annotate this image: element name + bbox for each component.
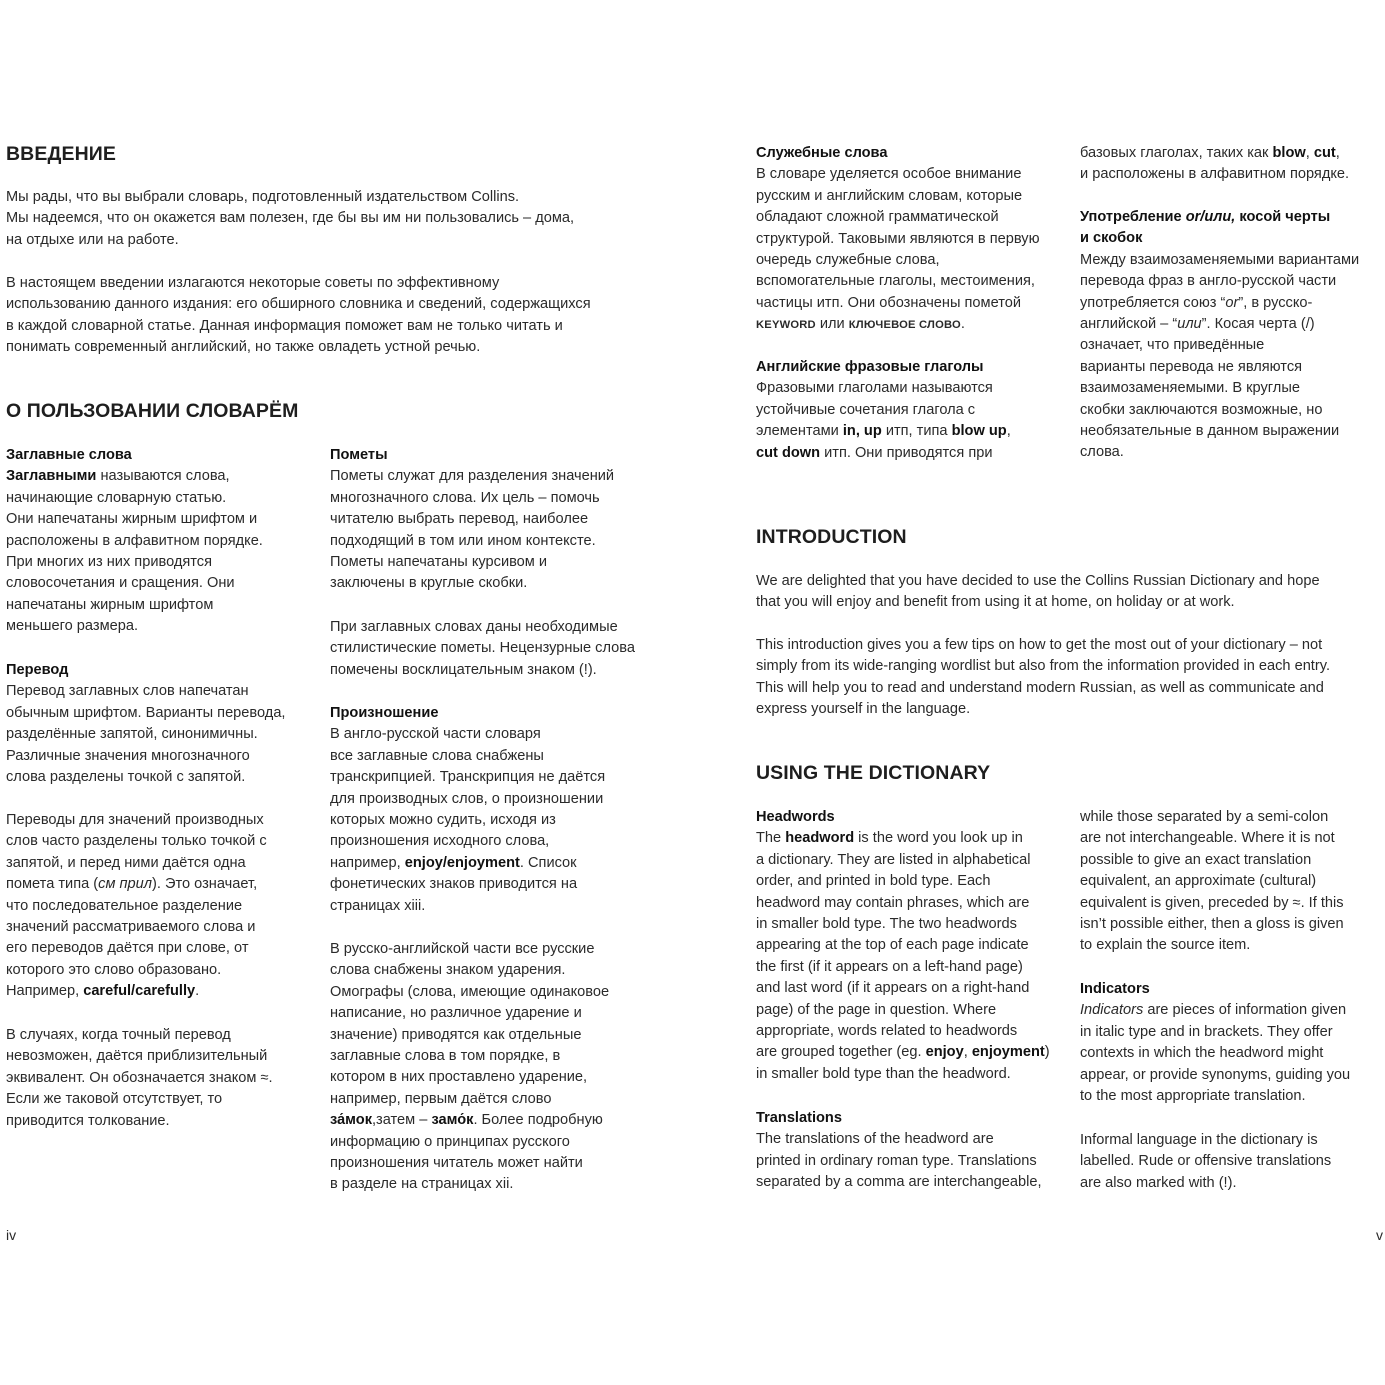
text-line: обладают сложной грамматической	[756, 209, 999, 226]
text-line: которых можно судить, исходя из	[330, 811, 556, 828]
text-line: separated by a comma are interchangeable,	[756, 1174, 1042, 1191]
text-line: Фразовыми глаголами называются	[756, 380, 993, 397]
bold-example: enjoyment	[971, 1044, 1045, 1061]
text-run: итп. Они приводятся при	[820, 444, 993, 461]
page-number-right: v	[1376, 1227, 1383, 1243]
text-line: например, первым даётся слово	[330, 1090, 552, 1107]
subheading-zaglavnye: Заглавные слова	[6, 447, 132, 463]
text-line: расположены в алфавитном порядке.	[6, 532, 263, 549]
text-line: in italic type and in brackets. They offer	[1080, 1023, 1333, 1040]
text-line: стилистические пометы. Нецензурные слова	[330, 640, 635, 657]
text-line	[330, 1110, 609, 1131]
bold-example: замо́к	[431, 1112, 474, 1129]
text-line: Если же таковой отсутствует, то	[6, 1091, 223, 1108]
keyword-label: KEYWORD	[756, 319, 816, 332]
text-line: printed in ordinary roman type. Translations	[756, 1152, 1037, 1169]
text-line: possible to give an exact translation	[1080, 851, 1312, 868]
italic-label: см прил	[98, 876, 153, 893]
text-line: to the most appropriate translation.	[1080, 1087, 1306, 1104]
text-line: русским и английским словам, которые	[756, 187, 1023, 204]
italic-label: или	[1177, 315, 1202, 332]
text-line: эквивалент. Он обозначается знаком ≈.	[6, 1069, 273, 1086]
text-line	[1080, 293, 1359, 314]
text-line: В случаях, когда точный перевод	[6, 1027, 231, 1043]
text-run: итп, типа	[881, 423, 952, 440]
text-line	[330, 853, 605, 874]
heading-introduction: INTRODUCTION	[756, 526, 907, 548]
text-line: В англо-русской части словаря	[330, 726, 541, 743]
text-line: слова снабжены знаком ударения.	[330, 962, 566, 979]
text-line: Они напечатаны жирным шрифтом и	[6, 511, 258, 528]
text-line: Мы надеемся, что он окажется вам полезен, где бы вы им ни пользовались – дома,	[6, 210, 575, 227]
text-line	[6, 981, 267, 1002]
text-line: значений рассматриваемого слова и	[6, 918, 256, 935]
text-line: для производных слов, о произношении	[330, 790, 604, 807]
heading-o-polzovanii: О ПОЛЬЗОВАНИИ СЛОВАРЁМ	[6, 400, 299, 422]
informal-language-paragraph	[1080, 1130, 1331, 1194]
text-line: Перевод заглавных слов напечатан	[6, 683, 249, 700]
subheading-upotreblenie	[1080, 207, 1359, 228]
text-line: многозначного слова. Их цель – помочь	[330, 489, 600, 506]
text-line: подходящий в том или ином контексте.	[330, 532, 596, 549]
text-run: косой черты	[1235, 209, 1331, 225]
italic-term: Indicators	[1080, 1002, 1144, 1019]
text-line: помечены восклицательным знаком (!).	[330, 661, 597, 678]
subheading-headwords: Headwords	[756, 809, 835, 825]
text-line: express yourself in the language.	[756, 701, 971, 718]
bold-example: cut	[1313, 145, 1336, 161]
text-line: Омографы (слова, имеющие одинаковое	[330, 983, 610, 1000]
text-line: в каждой словарной статье. Данная информация поможет вам не только читать и	[6, 317, 563, 334]
text-line: понимать современный английский, но также овладеть устной речью.	[6, 339, 481, 356]
text-run: ,	[963, 1044, 972, 1061]
text-line: заключены в круглые скобки.	[330, 575, 528, 592]
bold-example: in, up	[842, 423, 882, 440]
text-run: The	[756, 830, 786, 847]
text-run: Например,	[6, 983, 84, 1000]
page-number-left: iv	[6, 1227, 17, 1243]
text-line: использованию данного издания: его обширного словника и сведений, содержащихся	[6, 296, 591, 313]
text-line: читателю выбрать перевод, наиболее	[330, 511, 589, 528]
text-line: частицы итп. Они обозначены пометой	[756, 294, 1021, 311]
text-line: на отдыхе или на работе.	[6, 231, 179, 248]
bold-term: headword	[785, 830, 855, 847]
bold-example: enjoy	[925, 1044, 964, 1061]
text-line: Переводы для значений производных	[6, 812, 264, 828]
text-run: базовых глаголах, таких как	[1080, 145, 1273, 161]
bold-term: Заглавными	[6, 468, 97, 485]
text-line: фонетических знаков приводится на	[330, 876, 578, 893]
text-run: употребляется союз “	[1080, 294, 1226, 311]
text-line: написание, но различное ударение и	[330, 1005, 582, 1022]
text-run: элементами	[756, 423, 843, 440]
text-line: Различные значения многозначного	[6, 747, 250, 764]
subheading-perevod: Перевод	[6, 662, 69, 678]
text-line: разделённые запятой, синонимичны.	[6, 726, 258, 743]
subheading-sluzhebnye: Служебные слова	[756, 145, 888, 161]
text-run: are grouped together (eg.	[756, 1044, 926, 1061]
text-line	[6, 466, 263, 487]
text-line	[756, 314, 1040, 335]
indicators-section	[1080, 979, 1350, 1107]
text-line: его переводов даётся при слове, от	[6, 940, 249, 957]
subheading-translations: Translations	[756, 1110, 842, 1126]
text-line: необязательные в данном выражении	[1080, 422, 1340, 439]
text-line: невозможен, даётся приблизительный	[6, 1048, 268, 1065]
text-run: ,	[1335, 145, 1340, 161]
text-run: Употребление	[1080, 209, 1186, 225]
perevod-paragraph-2	[6, 810, 267, 1003]
text-line	[1080, 1000, 1350, 1021]
text-run: например,	[330, 854, 405, 871]
text-line: произношения исходного слова,	[330, 833, 550, 850]
text-line: to explain the source item.	[1080, 937, 1251, 954]
text-run: английской – “	[1080, 315, 1178, 332]
text-line	[1080, 314, 1359, 335]
text-line: слова.	[1080, 444, 1124, 461]
pomety-section	[330, 445, 614, 595]
text-line: значение) приводятся как отдельные	[330, 1026, 582, 1043]
text-run: называются слова,	[96, 468, 230, 485]
subheading-upotreblenie-line2: и скобок	[1080, 230, 1143, 247]
text-run: . Более подробную	[473, 1112, 603, 1129]
text-line: структурой. Таковыми являются в первую	[756, 230, 1040, 247]
text-line: означает, что приведённые	[1080, 337, 1265, 354]
text-line: При многих из них приводятся	[6, 553, 213, 570]
text-line: страницах xiii.	[330, 897, 426, 914]
text-line: в разделе на страницах xii.	[330, 1176, 514, 1193]
text-line: Мы рады, что вы выбрали словарь, подготовленный издательством Collins.	[6, 189, 520, 205]
bold-example: careful/carefully	[83, 983, 196, 1000]
text-line: This will help you to read and understand modern Russian, as well as communicate and	[756, 679, 1324, 696]
bold-example: за́мок	[330, 1112, 372, 1129]
bold-example: cut down	[756, 444, 821, 461]
text-line: что последовательное разделение	[6, 897, 243, 914]
heading-vvedenie: ВВЕДЕНИЕ	[6, 143, 116, 165]
text-line: обычным шрифтом. Варианты перевода,	[6, 704, 286, 721]
text-line: simply from its wide-ranging wordlist but also from the information provided in each entry.	[756, 658, 1330, 675]
vvedenie-paragraph-1	[6, 187, 574, 251]
text-line: перевода фраз в англо-русской части	[1080, 273, 1337, 290]
text-line: Между взаимозаменяемыми вариантами	[1080, 251, 1360, 268]
text-line: appropriate, words related to headwords	[756, 1022, 1018, 1039]
text-line: информацию о принципах русского	[330, 1133, 570, 1150]
text-line: произношения читатель может найти	[330, 1154, 583, 1171]
text-line: слов часто разделены только точкой с	[6, 833, 267, 850]
text-line	[756, 443, 1011, 464]
text-line: очередь служебные слова,	[756, 251, 940, 268]
italic-label: or/или,	[1185, 209, 1236, 225]
text-line: appearing at the top of each page indicate	[756, 937, 1029, 954]
text-line: in smaller bold type. The two headwords	[756, 915, 1017, 932]
text-line: while those separated by a semi-colon	[1080, 809, 1329, 825]
text-line: транскрипцией. Транскрипция не даётся	[330, 769, 606, 786]
text-line: приводится толкование.	[6, 1112, 170, 1129]
text-line: все заглавные слова снабжены	[330, 747, 544, 764]
text-line	[756, 1042, 1050, 1063]
text-line: in smaller bold type than the headword.	[756, 1065, 1011, 1082]
text-line: устойчивые сочетания глагола с	[756, 401, 976, 418]
bold-example: enjoy/enjoyment	[404, 854, 520, 871]
text-line: слова разделены точкой с запятой.	[6, 768, 246, 785]
introduction-paragraph-2	[756, 635, 1330, 721]
text-line: are also marked with (!).	[1080, 1174, 1237, 1191]
text-line: запятой, и перед ними даётся одна	[6, 854, 246, 871]
translations-section	[756, 1108, 1042, 1194]
text-line: Informal language in the dictionary is	[1080, 1132, 1318, 1148]
text-line: напечатаны жирным шрифтом	[6, 596, 214, 613]
text-line: contexts in which the headword might	[1080, 1045, 1324, 1062]
text-line: We are delighted that you have decided to use the Collins Russian Dictionary and hope	[756, 573, 1320, 589]
vvedenie-paragraph-2	[6, 273, 591, 359]
frazovye-section	[756, 357, 1011, 464]
text-line: Пометы напечатаны курсивом и	[330, 553, 548, 570]
text-line: headword may contain phrases, which are	[756, 894, 1030, 911]
text-line	[1080, 143, 1349, 164]
text-line: В настоящем введении излагаются некоторые советы по эффективному	[6, 275, 500, 291]
text-line: equivalent, an approximate (cultural)	[1080, 873, 1317, 890]
text-line: that you will enjoy and benefit from using it at home, on holiday or at work.	[756, 594, 1235, 611]
bold-example: blow up	[951, 423, 1007, 440]
text-line	[6, 874, 267, 895]
text-line: and last word (if it appears on a right-hand	[756, 980, 1030, 997]
text-line: В русско-английской части все русские	[330, 941, 595, 957]
text-line: которого это слово образовано.	[6, 961, 222, 978]
text-line: и расположены в алфавитном порядке.	[1080, 166, 1350, 183]
zaglavnye-section	[6, 445, 263, 638]
frazovye-continued	[1080, 143, 1349, 186]
subheading-proiznoshenie: Произношение	[330, 705, 439, 721]
text-line: варианты перевода не являются	[1080, 358, 1303, 375]
text-run: )	[1044, 1044, 1050, 1061]
text-line: This introduction gives you a few tips on how to get the most out of your dictionary – not	[756, 637, 1323, 653]
text-run: ,	[1006, 423, 1011, 440]
text-line: page) of the page in question. Where	[756, 1001, 997, 1018]
text-line: equivalent is given, preceded by ≈. If this	[1080, 894, 1344, 911]
text-line: словосочетания и сращения. Они	[6, 575, 235, 592]
sluzhebnye-section	[756, 143, 1040, 336]
text-line: котором в них проставлено ударение,	[330, 1069, 588, 1086]
perevod-paragraph-3	[6, 1025, 273, 1132]
text-line: вспомогательные глаголы, местоимения,	[756, 273, 1035, 290]
text-line: меньшего размера.	[6, 618, 139, 635]
text-line: are not interchangeable. Where it is not	[1080, 830, 1335, 847]
text-run: . Список	[519, 854, 577, 871]
text-run: ,	[1305, 145, 1314, 161]
text-line: заглавные слова в том порядке, в	[330, 1047, 561, 1064]
text-line: начинающие словарную статью.	[6, 489, 227, 506]
text-line: В словаре уделяется особое внимание	[756, 166, 1022, 183]
perevod-section	[6, 660, 286, 788]
text-line: The translations of the headword are	[756, 1131, 994, 1148]
text-run: ”, в русско-	[1238, 294, 1313, 311]
subheading-indicators: Indicators	[1080, 981, 1150, 997]
text-line: a dictionary. They are listed in alphabetical	[756, 851, 1031, 868]
text-run: ,затем –	[372, 1112, 432, 1129]
text-line: скобки заключаются возможные, но	[1080, 401, 1323, 418]
heading-using-the-dictionary: USING THE DICTIONARY	[756, 762, 991, 784]
text-run: .	[960, 316, 965, 333]
text-run: .	[195, 983, 200, 1000]
text-run: are pieces of information given	[1143, 1002, 1347, 1019]
upotreblenie-section	[1080, 207, 1359, 464]
subheading-pomety: Пометы	[330, 447, 388, 463]
text-line: Пометы служат для разделения значений	[330, 468, 615, 485]
subheading-frazovye: Английские фразовые глаголы	[756, 359, 984, 375]
text-line: order, and printed in bold type. Each	[756, 873, 991, 890]
text-run: ”. Косая черта (/)	[1201, 315, 1315, 332]
introduction-paragraph-1	[756, 571, 1320, 614]
proiznoshenie-section	[330, 703, 605, 917]
text-line: the first (if it appears on a left-hand page)	[756, 958, 1023, 975]
text-run: или	[815, 316, 849, 333]
text-line: appear, or provide synonyms, guiding you	[1080, 1066, 1351, 1083]
proiznoshenie-paragraph-2	[330, 939, 609, 1196]
pomety-paragraph-2	[330, 617, 635, 681]
text-line	[756, 828, 1050, 849]
text-run: помета типа (	[6, 876, 99, 893]
headwords-section	[756, 807, 1050, 1085]
text-run: is the word you look up in	[854, 830, 1023, 847]
translations-continued	[1080, 807, 1344, 957]
text-line	[756, 421, 1011, 442]
text-line: При заглавных словах даны необходимые	[330, 619, 618, 635]
text-line: labelled. Rude or offensive translations	[1080, 1153, 1332, 1170]
text-line: взаимозаменяемыми. В круглые	[1080, 380, 1300, 397]
text-run: ). Это означает,	[152, 876, 258, 893]
italic-label: or	[1225, 294, 1239, 311]
text-line: isn’t possible either, then a gloss is given	[1080, 915, 1344, 932]
bold-example: blow	[1272, 145, 1306, 161]
keyword-label-ru: КЛЮЧЕВОЕ СЛОВО	[848, 319, 961, 332]
